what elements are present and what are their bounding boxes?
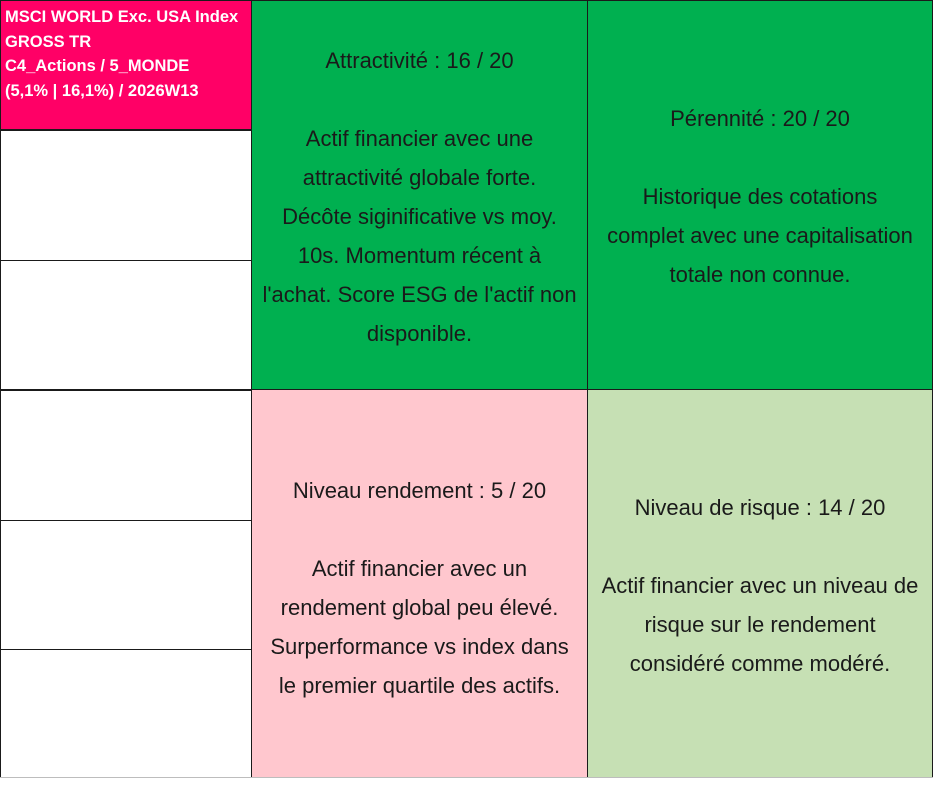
perennite-description	[607, 177, 913, 294]
perennite-cell	[587, 0, 933, 390]
blank-cell	[0, 390, 252, 521]
attractivite-cell	[251, 0, 588, 390]
asset-index-type-line: GROSS TR	[5, 32, 92, 51]
asset-stats-line: (5,1% | 16,1%) / 2026W13	[5, 81, 199, 100]
asset-name-line: MSCI WORLD Exc. USA Index	[5, 8, 239, 26]
attractivite-line: l'achat. Score ESG de l'actif non	[262, 282, 577, 307]
attractivite-line: 10s. Momentum récent à	[297, 243, 542, 268]
risque-line: considéré comme modéré.	[629, 651, 891, 676]
blank-cell	[0, 520, 252, 650]
attractivite-line: Décôte siginificative vs moy.	[282, 204, 557, 229]
attractivite-line: Actif financier avec une	[305, 126, 534, 151]
risque-line: Actif financier avec un niveau de	[601, 573, 919, 598]
rendement-line: Surperformance vs index dans	[270, 634, 569, 659]
attractivite-line: disponible.	[366, 321, 473, 346]
asset-header-cell	[0, 0, 252, 130]
perennite-line: Historique des cotations	[642, 184, 878, 209]
risque-cell	[587, 389, 933, 778]
risque-score: Niveau de risque : 14 / 20	[634, 495, 886, 520]
rendement-score: Niveau rendement : 5 / 20	[292, 478, 547, 503]
perennite-line: totale non connue.	[669, 262, 851, 287]
rendement-line: le premier quartile des actifs.	[278, 673, 561, 698]
risque-description	[602, 566, 919, 683]
sheet-bottom-border	[0, 777, 933, 778]
attractivite-score: Attractivité : 16 / 20	[325, 48, 514, 73]
perennite-line: complet avec une capitalisation	[607, 223, 913, 248]
blank-cell	[0, 130, 252, 261]
rendement-line: Actif financier avec un	[311, 556, 528, 581]
perennite-score: Pérennité : 20 / 20	[670, 106, 850, 131]
attractivite-line: attractivité globale forte.	[302, 165, 537, 190]
attractivite-description	[262, 119, 576, 353]
blank-cell	[0, 260, 252, 390]
risque-line: risque sur le rendement	[644, 612, 876, 637]
asset-category-line: C4_Actions / 5_MONDE	[5, 57, 190, 75]
blank-cell	[0, 649, 252, 778]
rendement-cell	[251, 389, 588, 778]
rendement-description	[270, 549, 568, 705]
rendement-line: rendement global peu élevé.	[280, 595, 559, 620]
